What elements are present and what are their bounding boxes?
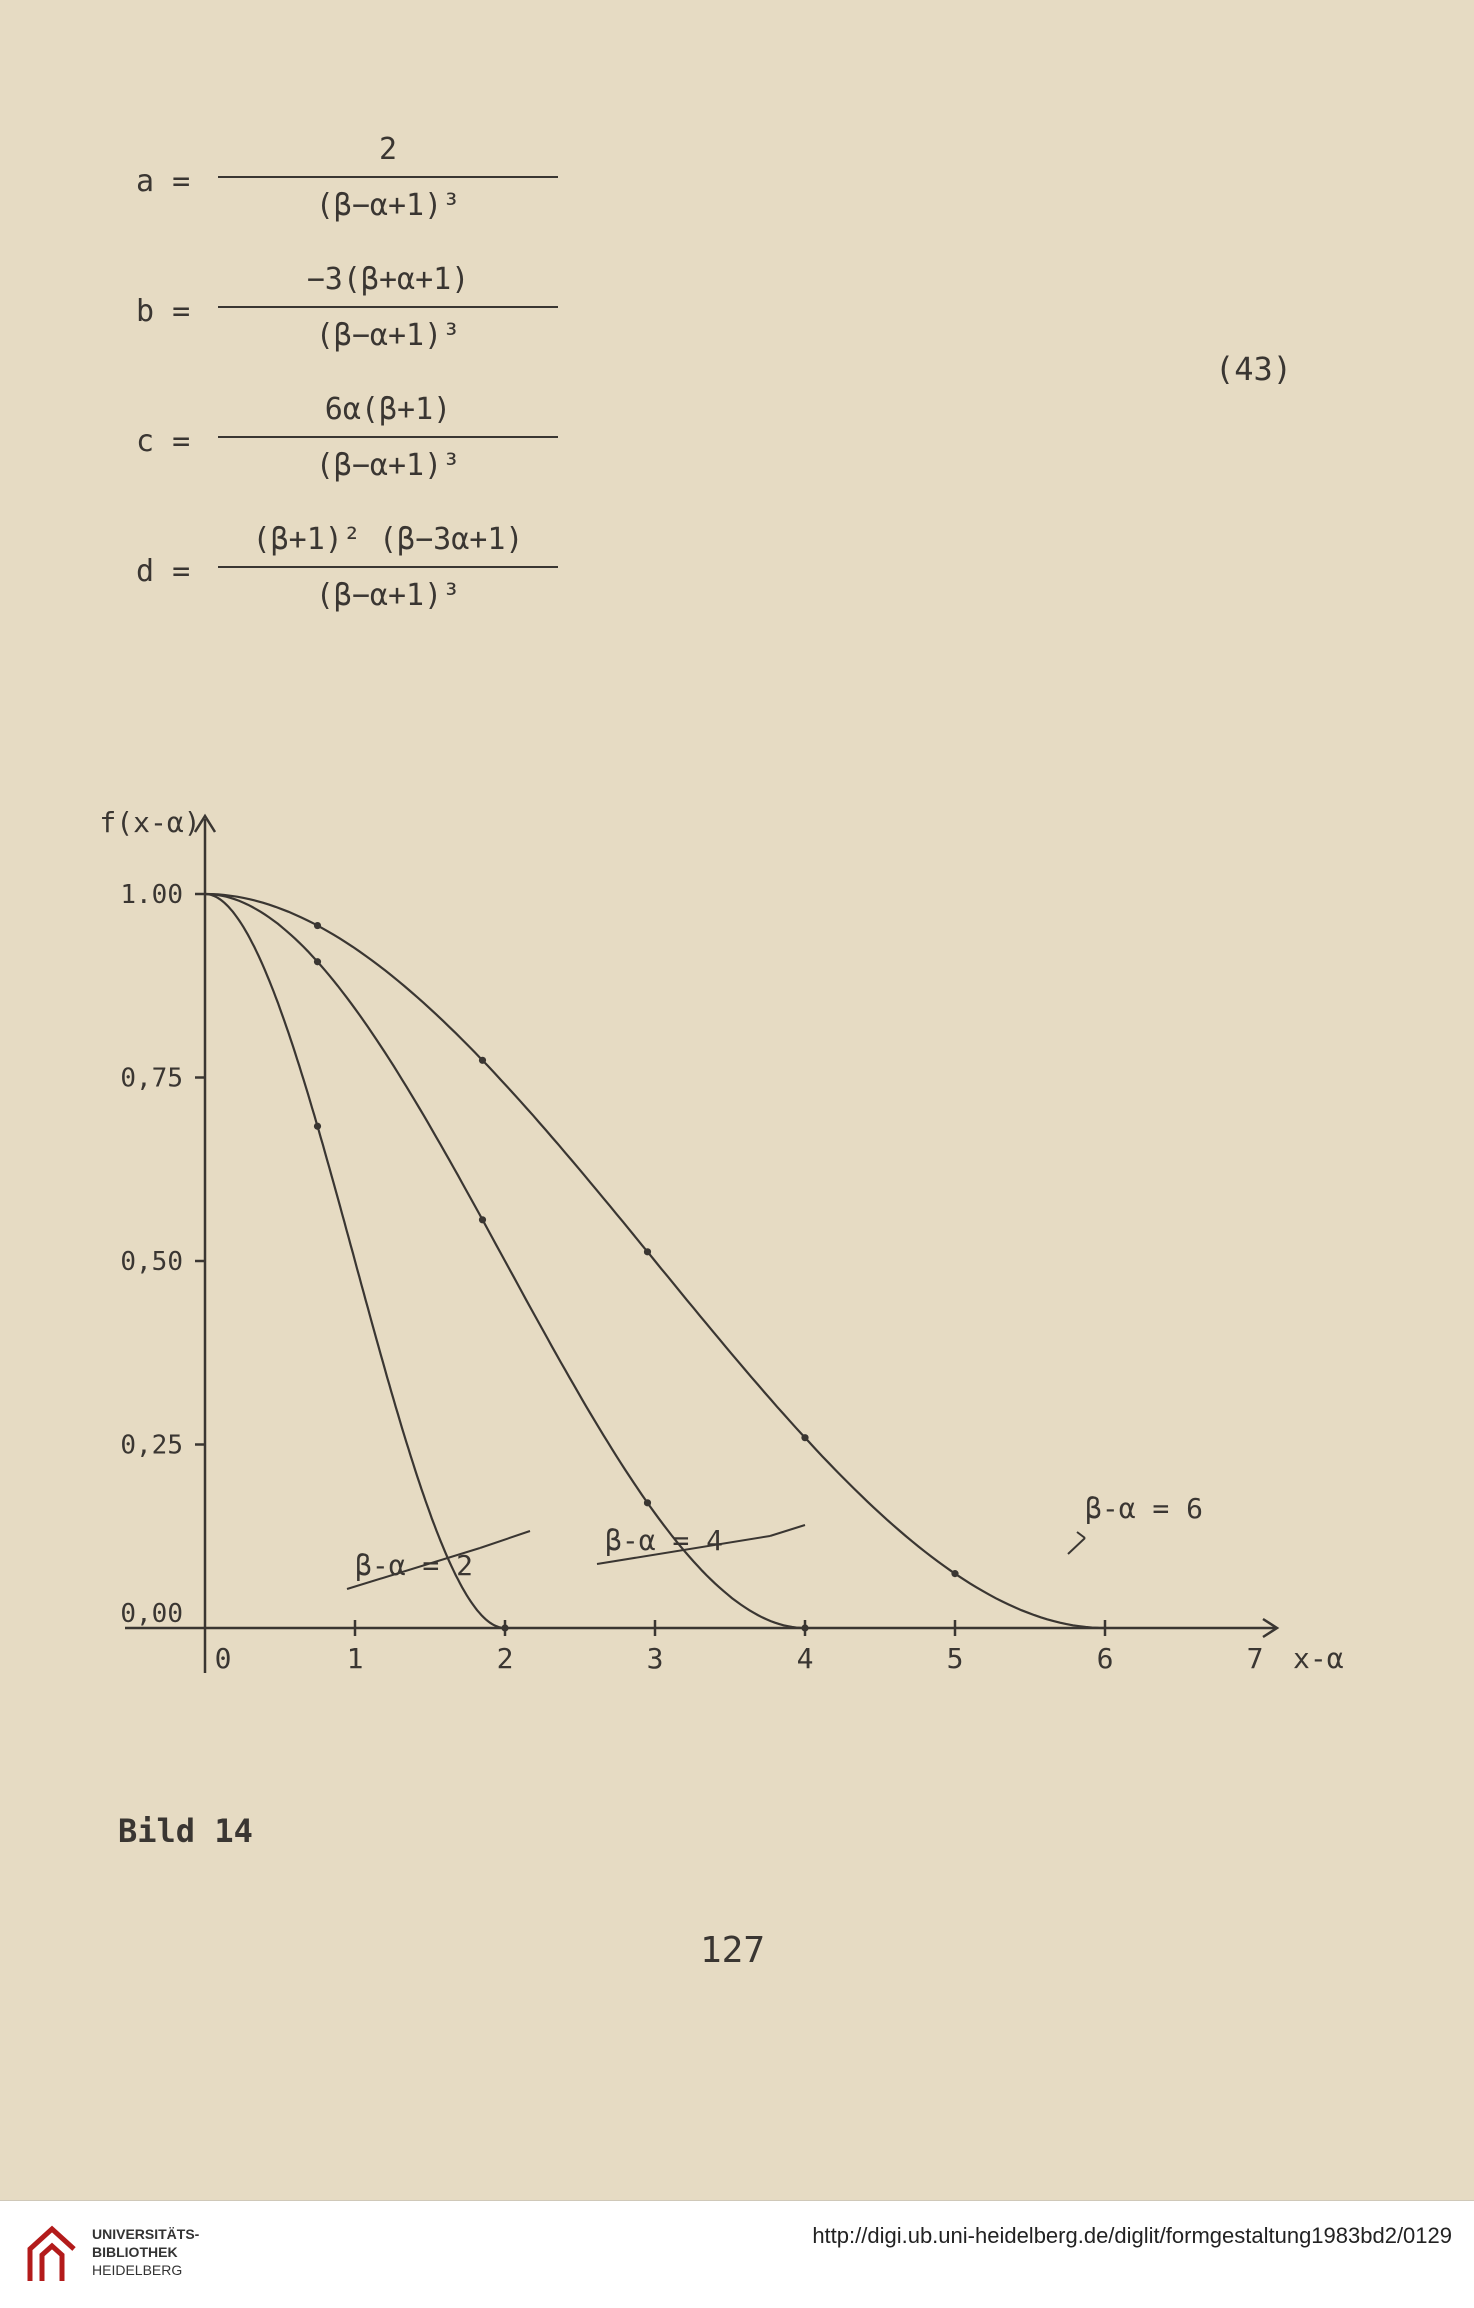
data-point — [501, 1624, 508, 1631]
data-point — [479, 1057, 486, 1064]
equation-d — [130, 518, 770, 648]
denominator: (β−α+1)³ — [315, 448, 461, 483]
denominator: (β−α+1)³ — [315, 188, 461, 223]
y-axis-label: f(x-α) — [99, 806, 201, 839]
data-point — [951, 1570, 958, 1577]
data-point — [644, 1248, 651, 1255]
numerator: 6α(β+1) — [324, 392, 452, 427]
library-name — [92, 2225, 199, 2279]
arrow-icon — [1068, 1538, 1085, 1554]
fraction-bar — [218, 566, 558, 568]
library-name-line2: BIBLIOTHEK — [92, 2244, 178, 2260]
series-label-underline — [1077, 1532, 1085, 1538]
y-tick-label: 0,50 — [120, 1247, 183, 1277]
fraction-bar — [218, 176, 558, 178]
fraction-bar — [218, 436, 558, 438]
series-label: β-α = 6 — [1085, 1492, 1204, 1525]
x-axis-label: x-α — [1293, 1642, 1344, 1675]
y-tick-label: 0,75 — [120, 1063, 183, 1094]
footer-bar — [0, 2200, 1474, 2308]
figure-caption: Bild 14 — [118, 1812, 253, 1850]
data-point — [479, 1216, 486, 1223]
x-tick-label: 1 — [346, 1642, 364, 1675]
y-tick-label: 0,00 — [120, 1599, 183, 1629]
arrow-icon — [480, 1531, 530, 1548]
fraction — [218, 258, 558, 358]
equation-lhs: a = — [136, 164, 191, 199]
x-tick-label: 6 — [1096, 1642, 1114, 1675]
equation-c — [130, 388, 770, 518]
y-tick-label: 0,25 — [120, 1430, 183, 1461]
x-tick-label: 4 — [796, 1642, 814, 1675]
fraction — [218, 388, 558, 488]
series-line-2 — [205, 894, 805, 1628]
series-label: β-α = 4 — [605, 1524, 724, 1557]
x-tick-label: 2 — [496, 1642, 514, 1675]
fraction — [218, 518, 558, 618]
data-point — [801, 1624, 808, 1631]
fraction-bar — [218, 306, 558, 308]
y-tick-label: 1.00 — [120, 880, 183, 910]
data-point — [801, 1434, 808, 1441]
function-plot — [70, 780, 1350, 1720]
data-point — [314, 922, 321, 929]
numerator: 2 — [378, 132, 398, 167]
page-number: 127 — [700, 1930, 766, 1971]
equation-lhs: b = — [136, 294, 191, 329]
numerator: −3(β+α+1) — [306, 262, 470, 297]
data-point — [644, 1499, 651, 1506]
equation-number: (43) — [1215, 350, 1293, 388]
fraction — [218, 128, 558, 228]
library-logo-icon — [22, 2221, 84, 2287]
numerator: (β+1)² (β−3α+1) — [252, 522, 524, 557]
data-point — [314, 958, 321, 965]
series-line-3 — [205, 894, 1105, 1628]
data-point — [314, 1123, 321, 1130]
library-name-line3: HEIDELBERG — [92, 2262, 183, 2278]
x-tick-label: 5 — [946, 1642, 964, 1675]
library-name-line1: UNIVERSITÄTS- — [92, 2226, 200, 2242]
series-line-1 — [205, 894, 505, 1628]
series-label: β-α = 2 — [355, 1549, 474, 1582]
x-tick-label: 3 — [646, 1642, 664, 1675]
source-url[interactable]: http://digi.ub.uni-heidelberg.de/diglit/formgestaltung1983bd2/0129 — [812, 2223, 1452, 2248]
arrow-icon — [770, 1525, 805, 1536]
x-tick-label: 7 — [1246, 1642, 1264, 1675]
equation-b — [130, 258, 770, 388]
denominator: (β−α+1)³ — [315, 318, 461, 353]
equation-lhs: c = — [136, 424, 191, 459]
equation-a — [130, 128, 770, 258]
x-tick-label: 0 — [214, 1642, 232, 1675]
equation-lhs: d = — [136, 554, 191, 589]
denominator: (β−α+1)³ — [315, 578, 461, 613]
